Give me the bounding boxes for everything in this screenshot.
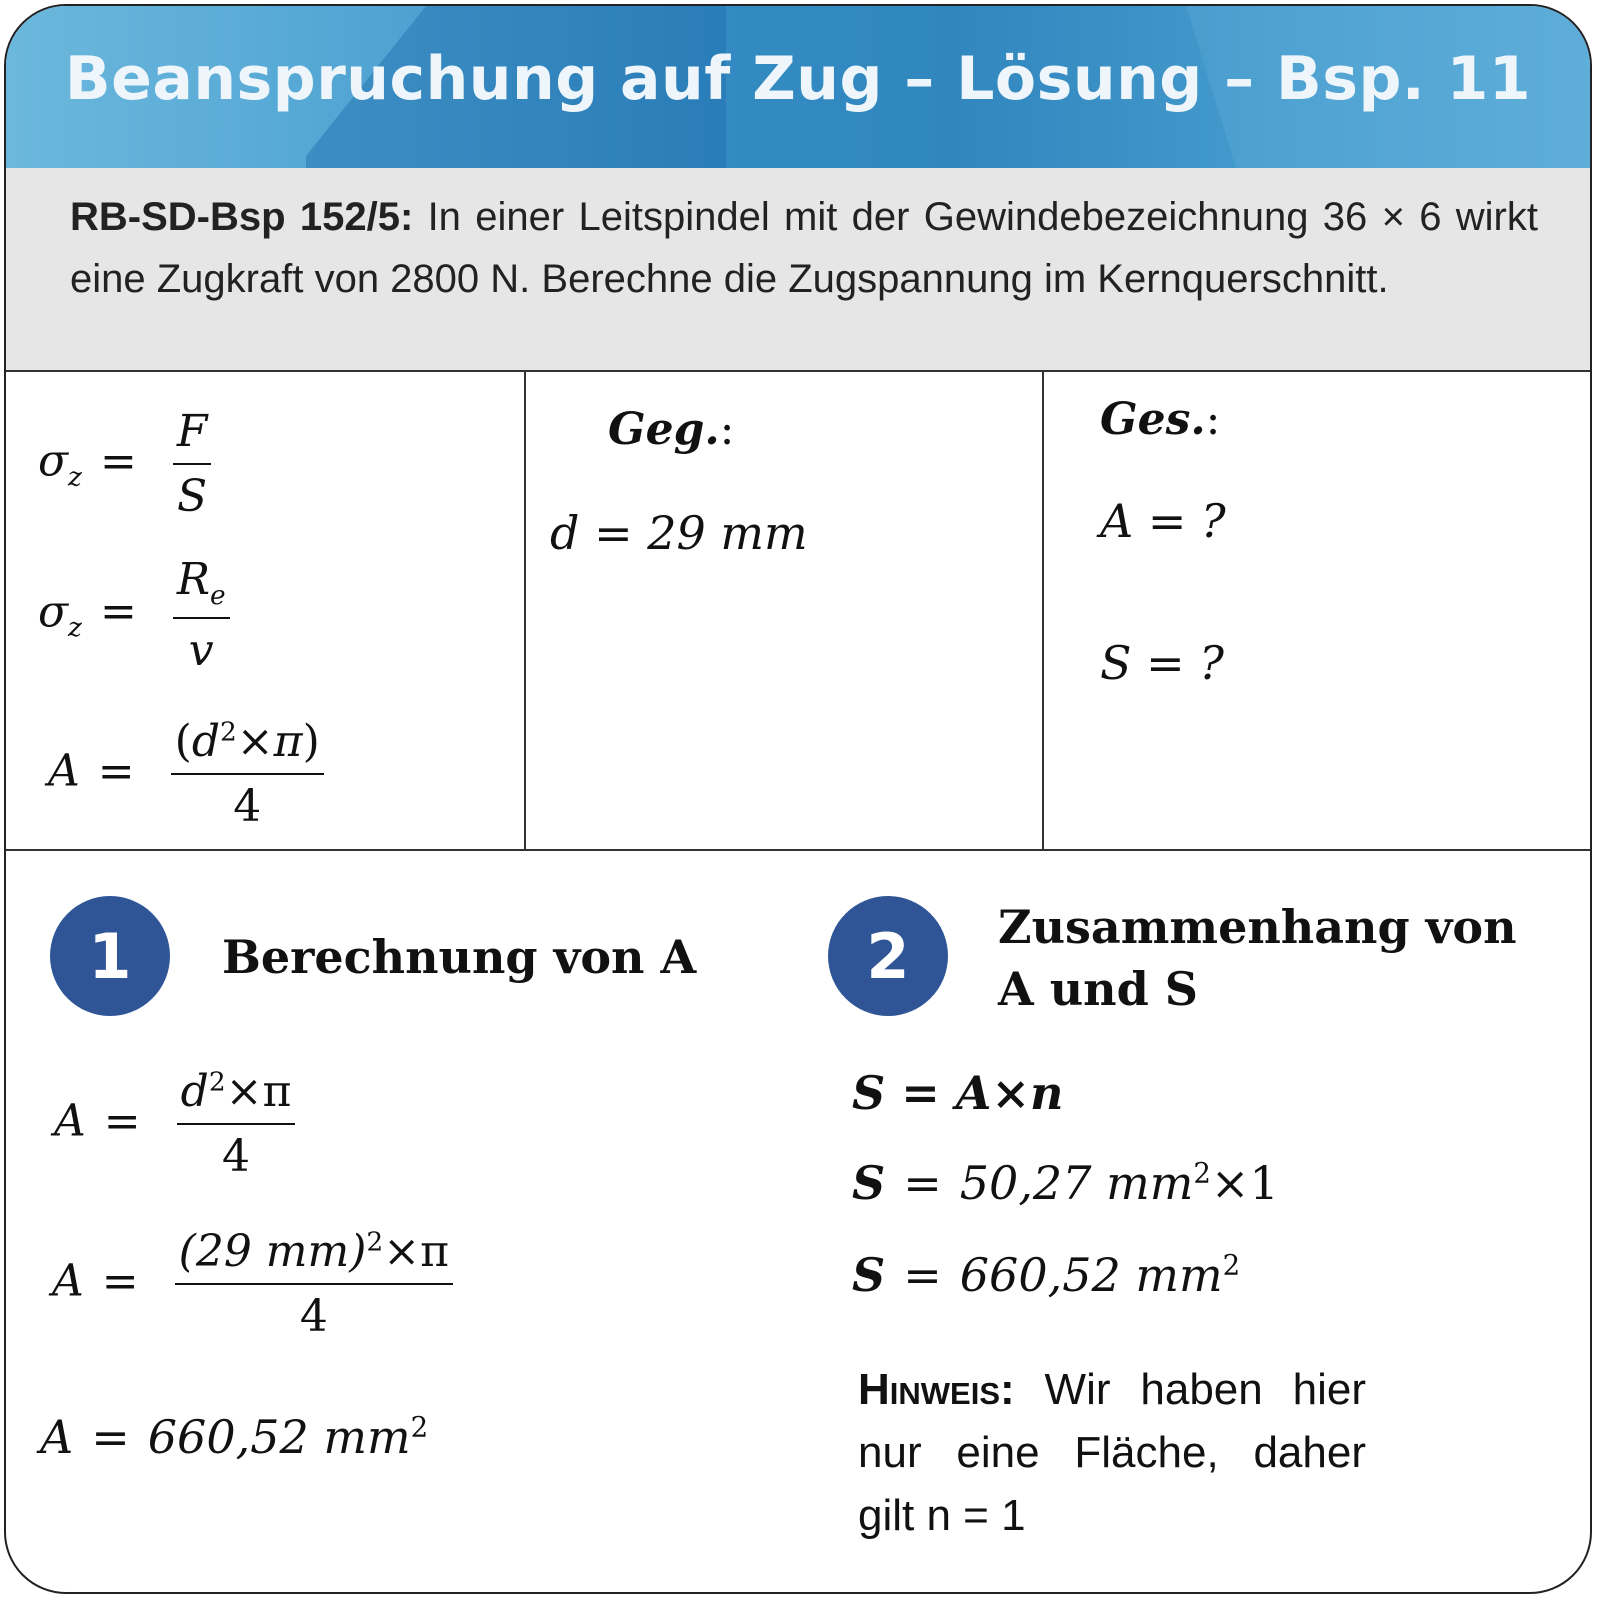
column-divider-2 <box>1042 372 1044 850</box>
task-label: RB-SD-Bsp 152/5: <box>70 195 414 239</box>
step-2-badge: 2 <box>828 896 948 1016</box>
step-2-formula: S = A×n <box>852 1066 1064 1120</box>
task-body: In einer Leitspindel mit der Gewindebezeichnung 36 × 6 wirkt eine Zugkraft von 2800 N. Berechne die Zugspannung im Kernquerschnitt. <box>70 195 1538 301</box>
hint-text: Wir haben hier nur eine Fläche, daher gilt n = 1 <box>858 1365 1366 1540</box>
formula-stress-yield: $\sigma_z$ = $\frac{R_e}{v}$ <box>38 554 230 676</box>
wanted-heading: Ges.: <box>1100 394 1221 445</box>
title-banner <box>6 6 1590 168</box>
task-statement <box>6 168 1590 372</box>
task-text <box>70 186 1538 310</box>
page-title: Beanspruchung auf Zug – Lösung – Bsp. 11 <box>64 44 1532 114</box>
row-divider <box>6 849 1592 851</box>
step-1-title: Berechnung von A <box>222 930 697 984</box>
step-1-formula: A = $\frac{d^2\times\pi}{4}$ <box>54 1066 295 1182</box>
solution-card <box>4 4 1592 1594</box>
formula-area: A = $\frac{(d^2\times\pi)}{4}$ <box>48 716 324 832</box>
hint-note <box>858 1358 1366 1547</box>
step-1-result: A = 660,52 $mm^2$ <box>40 1410 429 1464</box>
step-2-substitution: S = 50,27 $mm^2\times 1$ <box>852 1156 1279 1210</box>
step-1-badge: 1 <box>50 896 170 1016</box>
hint-label: Hinweis: <box>858 1365 1015 1414</box>
given-diameter: d = 29 mm <box>550 506 808 560</box>
wanted-cross-section: S = ? <box>1100 636 1224 690</box>
formula-stress-force: $\sigma_z$ = $\frac{F}{S}$ <box>38 406 211 522</box>
step-2-result: S = 660,52 $mm^2$ <box>852 1248 1241 1302</box>
given-heading: Geg.: <box>608 404 735 455</box>
column-divider-1 <box>524 372 526 850</box>
wanted-area: A = ? <box>1100 494 1226 548</box>
step-2-title: Zusammenhang von A und S <box>998 900 1517 1016</box>
step-1-substitution: A = $\frac{(29 mm)^2\times\pi}{4}$ <box>52 1226 453 1342</box>
